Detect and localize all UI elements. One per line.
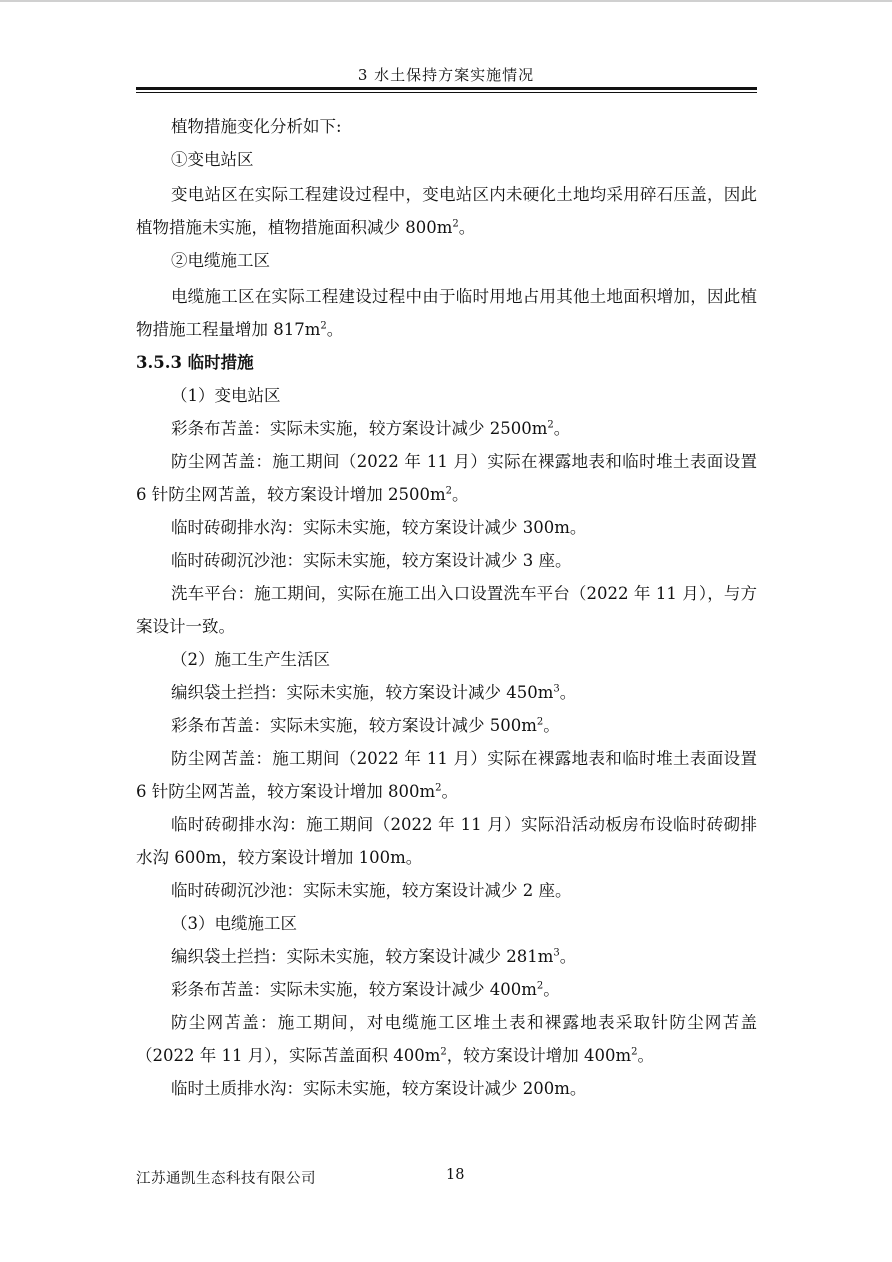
- subsection-label: ②电缆施工区: [171, 251, 270, 270]
- document-body: [136, 110, 757, 1105]
- paragraph: 编织袋土拦挡：实际未实施，较方案设计减少 $450m^3$。: [171, 683, 577, 702]
- paragraph: 彩条布苫盖：实际未实施，较方案设计减少 $500m^2$。: [171, 716, 560, 735]
- subsection-label: （2）施工生产生活区: [171, 650, 330, 669]
- paragraph: 彩条布苫盖：实际未实施，较方案设计减少 $2500m^2$。: [171, 419, 571, 438]
- paragraph: 临时砖砌排水沟：施工期间（2022 年 11 月）实际沿活动板房布设临时砖砌排水沟 600m，较方案设计增加 100m。: [136, 815, 757, 867]
- paragraph: 变电站区在实际工程建设过程中，变电站区内未硬化土地均采用碎石压盖，因此植物措施未实施，植物措施面积减少 $800m^2$。: [136, 185, 757, 237]
- subsection-label: ①变电站区: [171, 150, 254, 169]
- paragraph: 临时砖砌排水沟：实际未实施，较方案设计减少 300m。: [171, 518, 587, 537]
- header-rule-thin: [136, 92, 757, 93]
- subsection-label: （1）变电站区: [171, 386, 281, 405]
- section-heading: 3.5.3 临时措施: [136, 353, 254, 372]
- paragraph: 防尘网苫盖：施工期间，对电缆施工区堆土表和裸露地表采取针防尘网苫盖（2022 年 11 月），实际苫盖面积 $400m^2$，较方案设计增加 $400m^2$。: [136, 1013, 757, 1065]
- subsection-label: （3）电缆施工区: [171, 914, 297, 933]
- paragraph: 临时砖砌沉沙池：实际未实施，较方案设计减少 2 座。: [171, 881, 572, 900]
- footer-page-number: 18: [446, 1167, 465, 1183]
- paragraph: 洗车平台：施工期间，实际在施工出入口设置洗车平台（2022 年 11 月），与方案设计一致。: [136, 584, 757, 636]
- paragraph: 防尘网苫盖：施工期间（2022 年 11 月）实际在裸露地表和临时堆土表面设置 6 针防尘网苫盖，较方案设计增加 $2500m^2$。: [136, 452, 757, 504]
- paragraph: 防尘网苫盖：施工期间（2022 年 11 月）实际在裸露地表和临时堆土表面设置 6 针防尘网苫盖，较方案设计增加 $800m^2$。: [136, 749, 757, 801]
- paragraph: 编织袋土拦挡：实际未实施，较方案设计减少 $281m^3$。: [171, 947, 577, 966]
- header-rule-thick: [136, 87, 757, 90]
- paragraph: 临时砖砌沉沙池：实际未实施，较方案设计减少 3 座。: [171, 551, 572, 570]
- paragraph: 电缆施工区在实际工程建设过程中由于临时用地占用其他土地面积增加，因此植物措施工程量增加 $817m^2$。: [136, 287, 757, 339]
- paragraph: 植物措施变化分析如下:: [171, 117, 342, 136]
- footer-company-name: 江苏通凯生态科技有限公司: [136, 1171, 316, 1187]
- page-top-border: [0, 0, 892, 2]
- paragraph: 临时土质排水沟：实际未实施，较方案设计减少 200m。: [171, 1079, 587, 1098]
- page-header-title: 3 水土保持方案实施情况: [357, 66, 535, 84]
- paragraph: 彩条布苫盖：实际未实施，较方案设计减少 $400m^2$。: [171, 980, 560, 999]
